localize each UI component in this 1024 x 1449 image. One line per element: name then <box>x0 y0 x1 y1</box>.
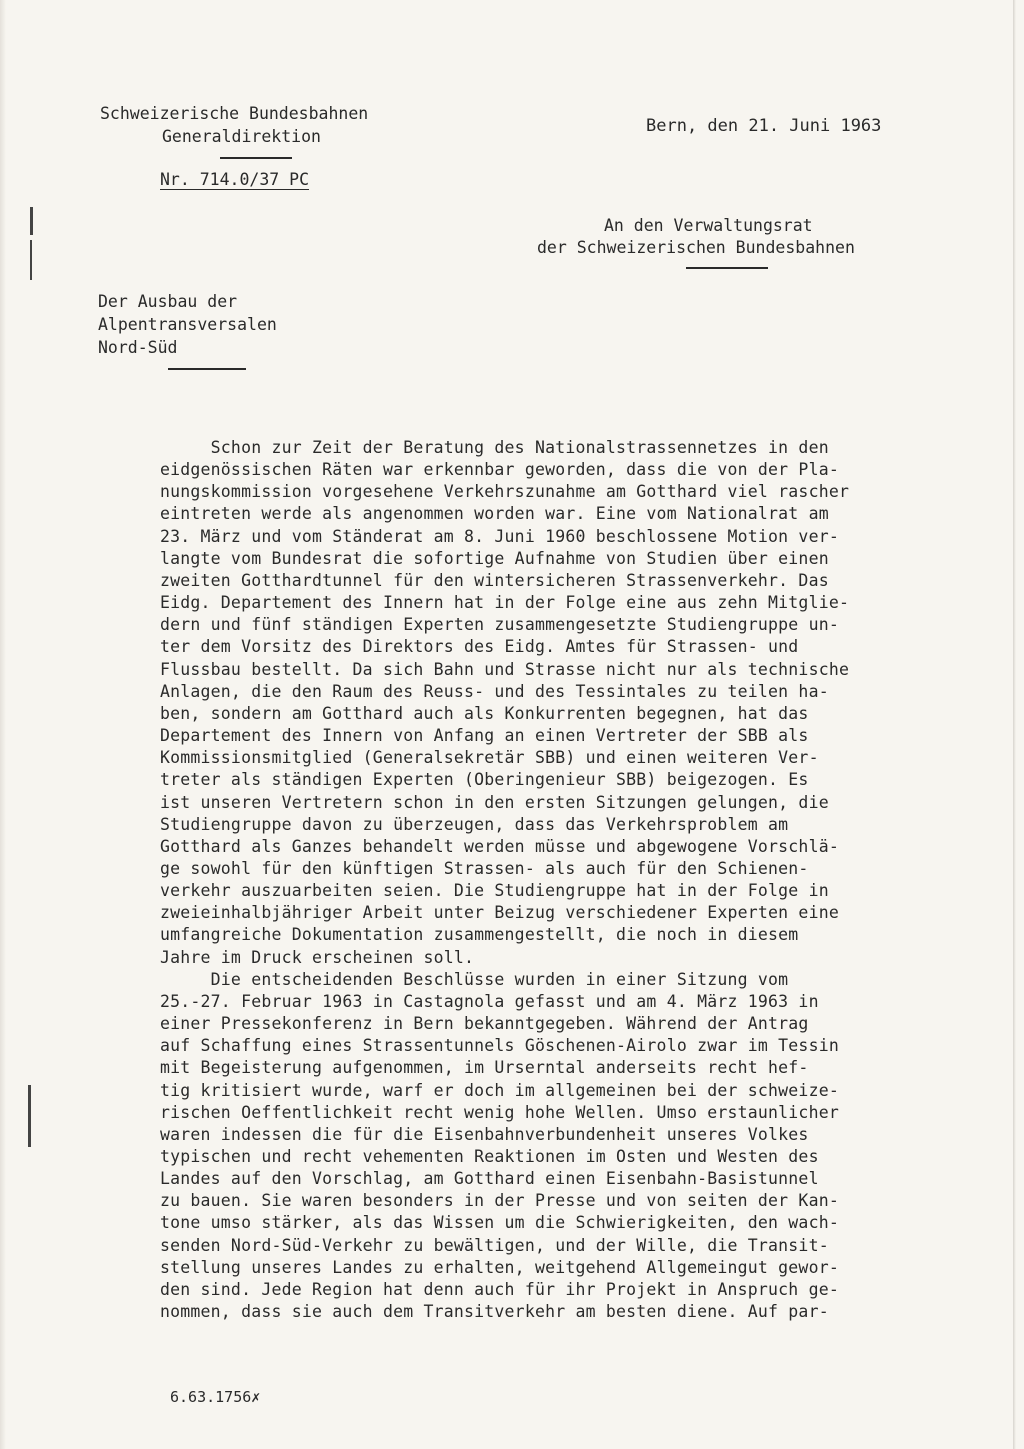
body-line: tone umso stärker, als das Wissen um die Schwierigkeiten, den wach- <box>160 1213 839 1233</box>
body-line: verkehr auszuarbeiten seien. Die Studiengruppe hat in der Folge in <box>160 881 829 901</box>
recipient-line2: der Schweizerischen Bundesbahnen <box>537 238 855 257</box>
body-line: zweieinhalbjähriger Arbeit unter Beizug verschiedener Experten eine <box>160 903 839 923</box>
body-line: 23. März und vom Ständerat am 8. Juni 1960 beschlossene Motion ver- <box>160 526 839 546</box>
body-line: tig kritisiert wurde, warf er doch im allgemeinen bei der schweize- <box>160 1080 839 1100</box>
body-line: Flussbau bestellt. Da sich Bahn und Strasse nicht nur als technische <box>160 659 850 679</box>
body-line: treter als ständigen Experten (Oberingenieur SBB) beigezogen. Es <box>160 770 809 790</box>
body-line: stellung unseres Landes zu erhalten, weitgehend Allgemeingut gewor- <box>160 1257 839 1277</box>
body-line: umfangreiche Dokumentation zusammengestellt, die noch in diesem <box>160 925 799 945</box>
body-line: nommen, dass sie auch dem Transitverkehr am besten diene. Auf par- <box>160 1302 829 1322</box>
body-line: ist unseren Vertretern schon in den ersten Sitzungen gelungen, die <box>160 792 829 812</box>
letterhead-divider <box>220 157 292 159</box>
body-line: Die entscheidenden Beschlüsse wurden in einer Sitzung vom <box>160 969 789 989</box>
body-line: einer Pressekonferenz in Bern bekanntgegeben. Während der Antrag <box>160 1014 809 1034</box>
body-line: eidgenössischen Räten war erkennbar geworden, dass die von der Pla- <box>160 460 839 480</box>
body-line: zu bauen. Sie waren besonders in der Presse und von seiten der Kan- <box>160 1191 839 1211</box>
letter-body <box>160 437 990 1323</box>
body-line: Schon zur Zeit der Beratung des Nationalstrassennetzes in den <box>160 438 829 457</box>
subject-line3: Nord-Süd <box>98 338 178 357</box>
body-line: Kommissionsmitglied (Generalsekretär SBB) und einen weiteren Ver- <box>160 748 819 768</box>
body-line: zweiten Gotthardtunnel für den wintersicheren Strassenverkehr. Das <box>160 570 829 590</box>
body-line: ge sowohl für den künftigen Strassen- als auch für den Schienen- <box>160 858 809 878</box>
body-line: Jahre im Druck erscheinen soll. <box>160 947 475 967</box>
margin-mark-top-2 <box>30 240 32 280</box>
footer-code <box>170 1388 260 1406</box>
body-line: waren indessen die für die Eisenbahnverbundenheit unseres Volkes <box>160 1124 809 1144</box>
letter-date: Bern, den 21. Juni 1963 <box>646 116 882 136</box>
recipient-line1: An den Verwaltungsrat <box>604 216 813 235</box>
page-right-edge-shadow <box>1013 0 1016 1449</box>
body-line: Gotthard als Ganzes behandelt werden müsse und abgewogene Vorschlä- <box>160 836 839 856</box>
body-line: Studiengruppe davon zu überzeugen, dass das Verkehrsproblem am <box>160 814 789 834</box>
subject-divider <box>168 368 246 370</box>
body-line: 25.-27. Februar 1963 in Castagnola gefasst und am 4. März 1963 in <box>160 991 819 1011</box>
body-line: rischen Oeffentlichkeit recht wenig hohe Wellen. Umso erstaunlicher <box>160 1102 839 1122</box>
subject-line1: Der Ausbau der <box>98 292 238 311</box>
recipient-divider <box>686 267 768 269</box>
body-line: senden Nord-Süd-Verkehr zu bewältigen, und der Wille, die Transit- <box>160 1235 829 1255</box>
margin-mark-bottom <box>28 1085 31 1147</box>
org-name-line2: Generaldirektion <box>162 127 321 146</box>
margin-mark-top <box>30 207 33 235</box>
body-line: Landes auf den Vorschlag, am Gotthard einen Eisenbahn-Basistunnel <box>160 1169 819 1189</box>
body-line: eintreten werde als angenommen worden war. Eine vom Nationalrat am <box>160 504 829 524</box>
body-line: langte vom Bundesrat die sofortige Aufnahme von Studien über einen <box>160 548 829 568</box>
reference-number: Nr. 714.0/37 PC <box>160 170 310 189</box>
body-line: typischen und recht vehementen Reaktionen im Osten und Westen des <box>160 1147 819 1166</box>
body-line: Eidg. Departement des Innern hat in der Folge eine aus zehn Mitglie- <box>160 593 850 613</box>
body-line: den sind. Jede Region hat denn auch für ihr Projekt in Anspruch ge- <box>160 1279 839 1299</box>
body-line: Anlagen, die den Raum des Reuss- und des Tessintales zu teilen ha- <box>160 681 829 701</box>
body-line: dern und fünf ständigen Experten zusammengesetzte Studiengruppe un- <box>160 615 839 635</box>
body-line: nungskommission vorgesehene Verkehrszunahme am Gotthard viel rascher <box>160 482 850 502</box>
handwritten-mark-icon: ✗ <box>251 1388 261 1406</box>
body-line: ben, sondern am Gotthard auch als Konkurrenten begegnen, hat das <box>160 703 809 723</box>
footer-code-text: 6.63.1756 <box>170 1388 252 1406</box>
org-name-line1: Schweizerische Bundesbahnen <box>100 104 369 123</box>
body-line: ter dem Vorsitz des Direktors des Eidg. Amtes für Strassen- und <box>160 637 799 657</box>
subject-line2: Alpentransversalen <box>98 315 277 334</box>
body-line: auf Schaffung eines Strassentunnels Göschenen-Airolo zwar im Tessin <box>160 1036 839 1056</box>
body-line: mit Begeisterung aufgenommen, im Urserntal anderseits recht hef- <box>160 1058 809 1078</box>
body-line: Departement des Innern von Anfang an einen Vertreter der SBB als <box>160 726 809 746</box>
page-left-edge-shadow <box>0 0 6 1449</box>
